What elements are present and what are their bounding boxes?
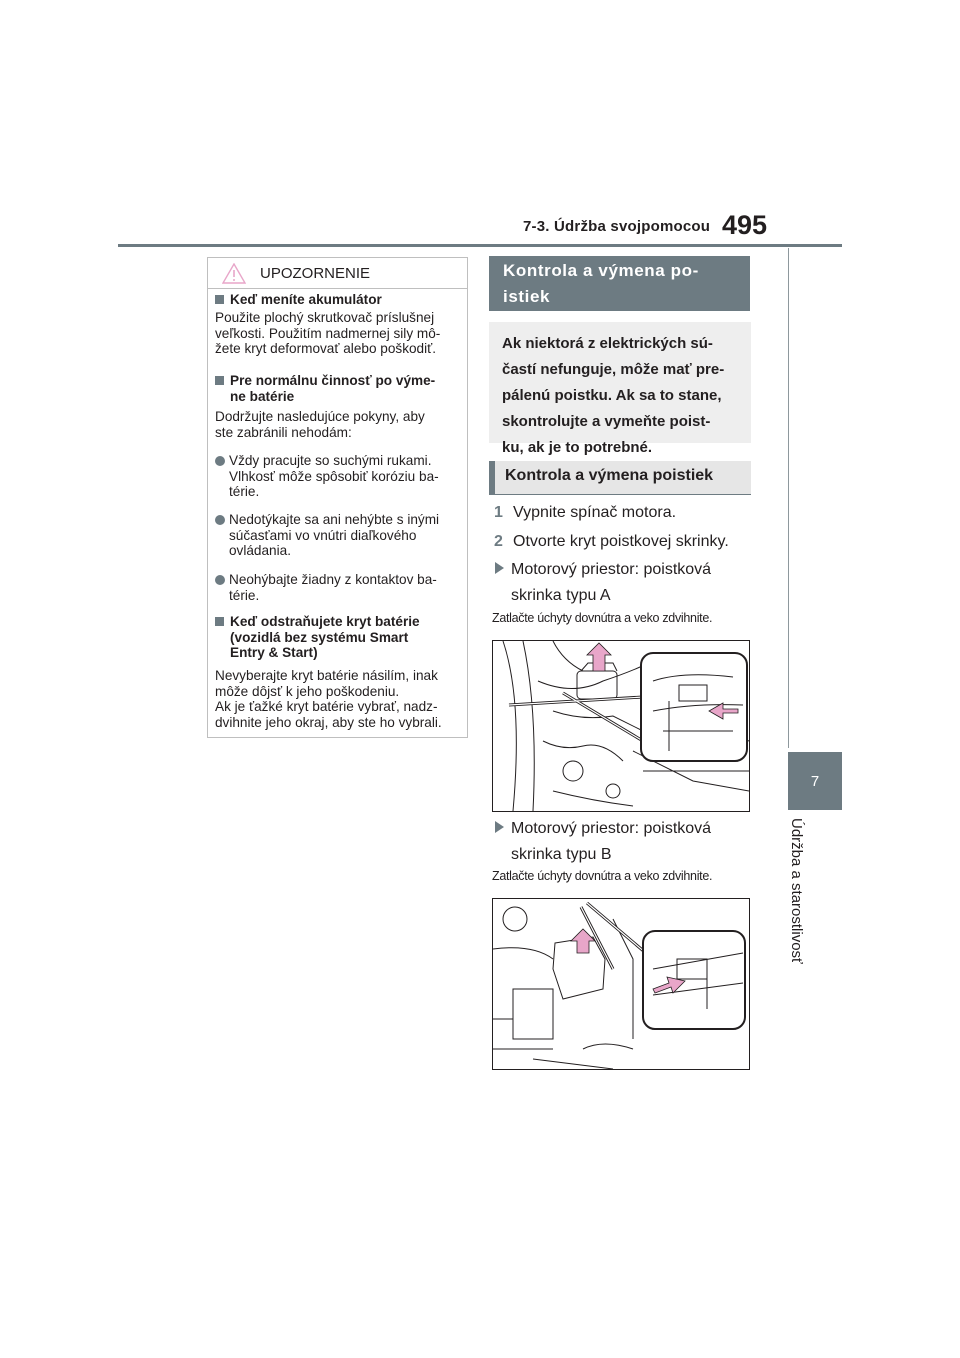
round-bullet-icon bbox=[215, 456, 225, 466]
chapter-tab[interactable] bbox=[788, 752, 842, 810]
step-1: 1 Vypnite spínač motora. bbox=[494, 504, 677, 521]
chapter-number: 7 bbox=[810, 772, 820, 790]
section-title: 7-3. Údržba svojpomocou bbox=[523, 218, 711, 235]
fuse-box-b-illustration bbox=[492, 898, 750, 1070]
warning-heading-3: Keď odstraňujete kryt batérie (vozidlá bez systému Smart Entry & Start) bbox=[215, 614, 420, 661]
square-bullet-icon bbox=[215, 295, 224, 304]
step-2: 2 Otvorte kryt poistkovej skrinky. bbox=[494, 533, 729, 550]
item-fuse-box-a: Motorový priestor: poistková skrinka typu A bbox=[495, 557, 711, 609]
square-bullet-icon bbox=[215, 376, 224, 385]
step-number: 1 bbox=[494, 504, 503, 521]
caption-b: Zatlačte úchyty dovnútra a veko zdvihnite. bbox=[492, 869, 713, 883]
subheading-rule bbox=[489, 494, 751, 495]
step-number: 2 bbox=[494, 533, 503, 550]
warning-text-3: Nevyberajte kryt batérie násilím, inak môže dôjsť k jeho poškodeniu. Ak je ťažké kryt batérie vybrať, nadz- dvihnite jeho okraj, aby ste ho vybrali. bbox=[215, 668, 442, 730]
round-bullet-icon bbox=[215, 515, 225, 525]
section-banner: Kontrola a výmena po- istiek bbox=[489, 256, 750, 311]
subheading: Kontrola a výmena poistiek bbox=[489, 461, 751, 495]
fuse-box-a-illustration bbox=[492, 640, 750, 812]
engine-bay-a-drawing bbox=[493, 641, 749, 811]
header-rule bbox=[118, 244, 842, 247]
round-bullet-icon bbox=[215, 575, 225, 585]
triangle-bullet-icon bbox=[495, 821, 504, 833]
triangle-bullet-icon bbox=[495, 562, 504, 574]
warning-text-2: Dodržujte nasledujúce pokyny, aby ste zabránili nehodám: bbox=[215, 409, 425, 440]
note-box: Ak niektorá z elektrických sú- častí nefunguje, môže mať pre- pálenú poistku. Ak sa to stane, skontrolujte a vymeňte poist- ku, ak je to potrebné. bbox=[489, 322, 751, 443]
square-bullet-icon bbox=[215, 617, 224, 626]
warning-header bbox=[208, 258, 467, 289]
warning-bullet-1: Vždy pracujte so suchými rukami. Vlhkosť môže spôsobiť koróziu ba- térie. bbox=[215, 453, 439, 500]
engine-bay-b-drawing bbox=[493, 899, 749, 1069]
warning-bullet-3: Neohýbajte žiadny z kontaktov ba- térie. bbox=[215, 572, 437, 603]
warning-text-1: Použite plochý skrutkovač príslušnej veľkosti. Použitím nadmernej sily mô- žete kryt deformovať alebo poškodiť. bbox=[215, 310, 441, 356]
warning-heading-1: Keď meníte akumulátor bbox=[215, 292, 382, 308]
item-fuse-box-b: Motorový priestor: poistková skrinka typu B bbox=[495, 816, 711, 868]
page-number: 495 bbox=[722, 210, 768, 240]
warning-title: UPOZORNENIE bbox=[260, 265, 371, 282]
warning-triangle-icon bbox=[222, 263, 246, 284]
chapter-title-vertical: Údržba a starostlivosť bbox=[788, 818, 805, 964]
warning-heading-2: Pre normálnu činnosť po výme- ne batérie bbox=[215, 373, 435, 404]
caption-a: Zatlačte úchyty dovnútra a veko zdvihnite. bbox=[492, 611, 713, 625]
warning-bullet-2: Nedotýkajte sa ani nehýbte s inými súčasťami vo vnútri diaľkového ovládania. bbox=[215, 512, 439, 559]
side-divider bbox=[788, 248, 789, 748]
